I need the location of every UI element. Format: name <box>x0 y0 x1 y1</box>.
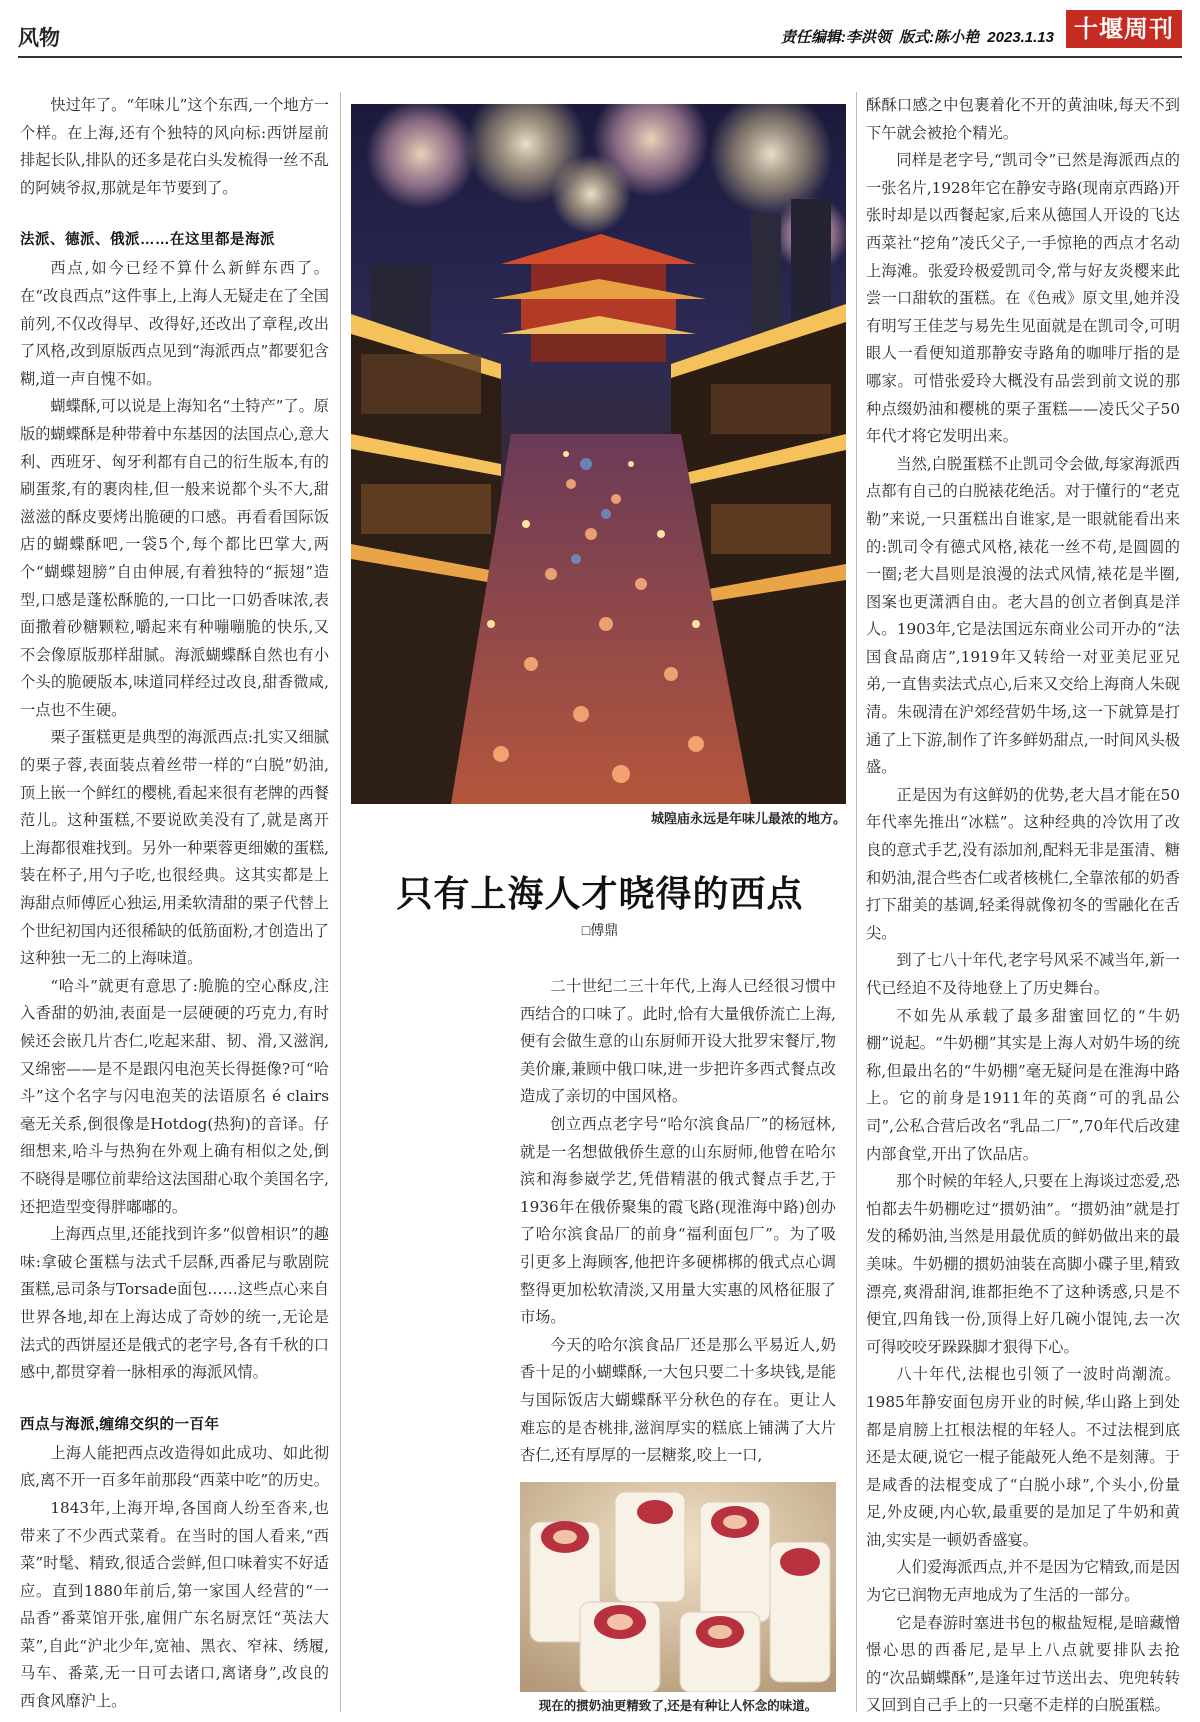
newspaper-logo: 十堰周刊 <box>1066 10 1182 48</box>
subheading: 西点与海派,缠绵交织的一百年 <box>20 1416 220 1433</box>
photo-caption: 城隍庙永远是年味儿最浓的地方。 <box>650 811 846 826</box>
article-title: 只有上海人才晓得的西点 <box>396 873 804 915</box>
column-left <box>20 92 329 1716</box>
photo-cream-desserts <box>520 1482 836 1692</box>
column-right <box>866 92 1180 1720</box>
layout-credit: 版式:陈小艳 <box>899 29 980 46</box>
column-middle <box>520 973 836 1470</box>
article-byline: □傅鼎 <box>581 922 619 938</box>
paragraph: 酥酥口感之中包裹着化不开的黄油味,每天不到下午就会被抢个精光。 <box>866 96 1180 142</box>
header-credits <box>777 26 1054 47</box>
paragraph: 创立西点老字号“哈尔滨食品厂”的杨冠林,就是一名想做俄侨生意的山东厨师,他曾在哈尔滨和海参崴学艺,凭借精湛的俄式餐点手艺,于1936年在俄侨聚集的霞飞路(现淮海中路)创办了哈尔滨食品厂的前身“福利面包厂”。为了吸引更多上海顾客,他把许多硬梆梆的俄式点心调整得更加松软清淡,又用量大实惠的风格征服了市场。 <box>520 1114 836 1327</box>
paragraph: 蝴蝶酥,可以说是上海知名“土特产”了。原版的蝴蝶酥是种带着中东基因的法国点心,意大利、西班牙、匈牙利都有自己的衍生版本,有的刷蛋浆,有的裹肉桂,但一般来说都个头不大,甜滋滋的酥皮要烤出脆硬的口感。再看看国际饭店的蝴蝶酥吧,一袋5个,每个都比巴掌大,两个“蝴蝶翅膀”自由伸展,有着独特的“振翅”造型,口感是蓬松酥脆的,一口比一口奶香味浓,表面撒着砂糖颗粒,嚼起来有种嘣嘣脆的快乐,又不会像原版那样甜腻。海派蝴蝶酥自然也有小个头的脆硬版本,味道同样经过改良,甜香微咸,一点也不生硬。 <box>20 397 329 719</box>
paragraph: 二十世纪二三十年代,上海人已经很习惯中西结合的口味了。此时,恰有大量俄侨流亡上海,便有会做生意的山东厨师开设大批罗宋餐厅,物美价廉,兼顾中俄口味,进一步把许多西式餐点改造成了亲切的中国风格。 <box>520 977 836 1106</box>
page-header <box>18 0 1182 58</box>
photo-chenghuang-temple <box>351 104 846 804</box>
paragraph: 它是春游时塞进书包的椒盐短棍,是暗藏憎憬心思的西番尼,是早上八点就要排队去抢的“次品蝴蝶酥”,是逢年过节送出去、兜兜转转又回到自己手上的一只毫不走样的白脱蛋糕。 <box>866 1613 1180 1715</box>
night-street-illustration <box>351 104 846 804</box>
paragraph: 快过年了。“年味儿”这个东西,一个地方一个样。在上海,还有个独特的风向标:西饼屋前排起长队,排队的还多是花白头发梳得一丝不乱的阿姨爷叔,那就是年节要到了。 <box>20 96 329 197</box>
paragraph: “哈斗”就更有意思了:脆脆的空心酥皮,注入香甜的奶油,表面是一层硬硬的巧克力,有时候还会嵌几片杏仁,吃起来甜、韧、滑,又滋润,又绵密——是不是跟闪电泡芙长得挺像?可“哈斗”这个名字与闪电泡芙的法语原名 é clairs 毫无关系,倒很像是Hotdog(热狗)的音译。仔细想来,哈斗与热狗在外观上确有相似之处,倒不晓得是哪位前辈给这法国甜心取个美国名字,还把造型变得胖嘟嘟的。 <box>20 976 329 1216</box>
column-divider <box>856 92 857 1712</box>
paragraph: 西点,如今已经不算什么新鲜东西了。在“改良西点”这件事上,上海人无疑走在了全国前列,不仅改得早、改得好,还改出了章程,改出了风格,改到原版西点见到“海派西点”都要犯含糊,道一声自愧不如。 <box>20 259 329 388</box>
issue-date: 2023.1.13 <box>987 29 1054 46</box>
paragraph: 上海人能把西点改造得如此成功、如此彻底,离不开一百多年前那段“西菜中吃”的历史。 <box>20 1443 329 1490</box>
paragraph: 1843年,上海开埠,各国商人纷至沓来,也带来了不少西式菜肴。在当时的国人看来,“西菜”时髦、精致,很适合尝鲜,但口味着实不好适应。直到1880年前后,第一家国人经营的“一品香”番菜馆开张,雇佣广东名厨烹饪“英法大菜”,自此“沪北少年,宽袖、黑衣、窄袜、绣履,马车、番菜,无一日可去诸口,离诸身”,改良的西食风靡沪上。 <box>20 1498 329 1711</box>
paragraph: 正是因为有这鲜奶的优势,老大昌才能在50年代率先推出“冰糕”。这种经典的冷饮用了改良的意式手艺,没有添加剂,配料无非是蛋清、糖和奶油,混合些杏仁或者核桃仁,全靠浓郁的奶香打下甜美的基调,轻柔得就像初冬的雪融化在舌尖。 <box>866 785 1180 942</box>
paragraph: 栗子蛋糕更是典型的海派西点:扎实又细腻的栗子蓉,表面装点着丝带一样的“白脱”奶油,顶上嵌一个鲜红的樱桃,看起来很有老牌的西餐范儿。这种蛋糕,不要说欧美没有了,就是离开上海都很难找到。另外一种栗蓉更细嫩的蛋糕,装在杯子,用勺子吃,也很经典。这其实都是上海甜点师傅匠心独运,用柔软清甜的栗子代替上个世纪初国内还很稀缺的低筋面粉,才创造出了这种独一无二的上海味道。 <box>20 728 329 968</box>
column-divider <box>340 92 341 1712</box>
paragraph: 当然,白脱蛋糕不止凯司令会做,每家海派西点都有自己的白脱裱花绝活。对于懂行的“老克勒”来说,一只蛋糕出自谁家,是一眼就能看出来的:凯司令有德式风格,裱花一丝不苟,是圆圆的一圈;老大昌则是浪漫的法式风情,裱花是半圈,图案也更潇洒自由。老大昌的创立者倒真是洋人。1903年,它是法国远东商业公司开办的“法国食品商店”,1919年又转给一对亚美尼亚兄弟,一直售卖法式点心,后来又交给上海商人朱砚清。朱砚清在沪郊经营奶牛场,这一下就算是打通了上下游,制作了许多鲜奶甜点,一时间风头极盛。 <box>866 454 1180 777</box>
paragraph: 同样是老字号,“凯司令”已然是海派西点的一张名片,1928年它在静安寺路(现南京西路)开张时却是以西餐起家,后来从德国人开设的飞达西菜社“挖角”凌氏父子,一手惊艳的西点才名动上海滩。张爱玲极爱凯司令,常与好友炎樱来此尝一口甜软的蛋糕。在《色戒》原文里,她并没有明写王佳芝与易先生见面就是在凯司令,可明眼人一看便知道那静安寺路角的咖啡厅指的是哪家。可惜张爱玲大概没有品尝到前文说的那种点缀奶油和樱桃的栗子蛋糕——凌氏父子50年代才将它发明出来。 <box>866 151 1180 446</box>
photo-caption: 现在的掼奶油更精致了,还是有种让人怀念的味道。 <box>538 1699 818 1713</box>
subheading: 法派、德派、俄派……在这里都是海派 <box>20 232 275 249</box>
paragraph: 今天的哈尔滨食品厂还是那么平易近人,奶香十足的小蝴蝶酥,一大包只要二十多块钱,是能与国际饭店大蝴蝶酥平分秋色的存在。更让人难忘的是杏桃排,滋润厚实的糕底上铺满了大片杏仁,还有厚厚的一层糖浆,咬上一口, <box>520 1335 836 1465</box>
desserts-illustration <box>520 1482 836 1692</box>
section-name: 风物 <box>18 27 60 50</box>
paragraph: 不如先从承载了最多甜蜜回忆的“牛奶棚”说起。“牛奶棚”其实是上海人对奶牛场的统称,但最出名的“牛奶棚”毫无疑问是在淮海中路上。它的前身是1911年的英商“可的乳品公司”,公私合营后改名“乳品二厂”,70年代后改建内部食堂,开出了饮品店。 <box>866 1006 1180 1163</box>
paragraph: 那个时候的年轻人,只要在上海谈过恋爱,恐怕都去牛奶棚吃过“掼奶油”。“掼奶油”就是打发的稀奶油,当然是用最优质的鲜奶做出来的最美味。牛奶棚的掼奶油装在高脚小碟子里,精致漂亮,爽滑甜润,谁都拒绝不了这种诱惑,只是不便宜,四角钱一份,顶得上好几碗小馄饨,去一次可得咬咬牙跺跺脚才狠得下心。 <box>866 1172 1180 1356</box>
paragraph: 八十年代,法棍也引领了一波时尚潮流。1985年静安面包房开业的时候,华山路上到处都是肩膀上扛根法棍的年轻人。不过法棍到底还是太硬,说它一棍子能敲死人绝不是刻薄。于是咸香的法棍变成了“白脱小球”,个头小,份量足,外皮硬,内心软,最重要的是加足了牛奶和黄油,实实是一顿奶香盛宴。 <box>866 1365 1180 1549</box>
paragraph: 到了七八十年代,老字号风采不减当年,新一代已经迫不及待地登上了历史舞台。 <box>866 951 1180 997</box>
editor-credit: 责任编辑:李洪领 <box>780 29 891 46</box>
paragraph: 上海西点里,还能找到许多“似曾相识”的趣味:拿破仑蛋糕与法式千层酥,西番尼与歌剧院蛋糕,忌司条与Torsade面包……这些点心来自世界各地,却在上海达成了奇妙的统一,无论是法式的西饼屋还是俄式的老字号,各有千秋的口感中,都贯穿着一脉相承的海派风情。 <box>20 1225 329 1382</box>
paragraph: 人们爱海派西点,并不是因为它精致,而是因为它已润物无声地成为了生活的一部分。 <box>866 1558 1180 1605</box>
